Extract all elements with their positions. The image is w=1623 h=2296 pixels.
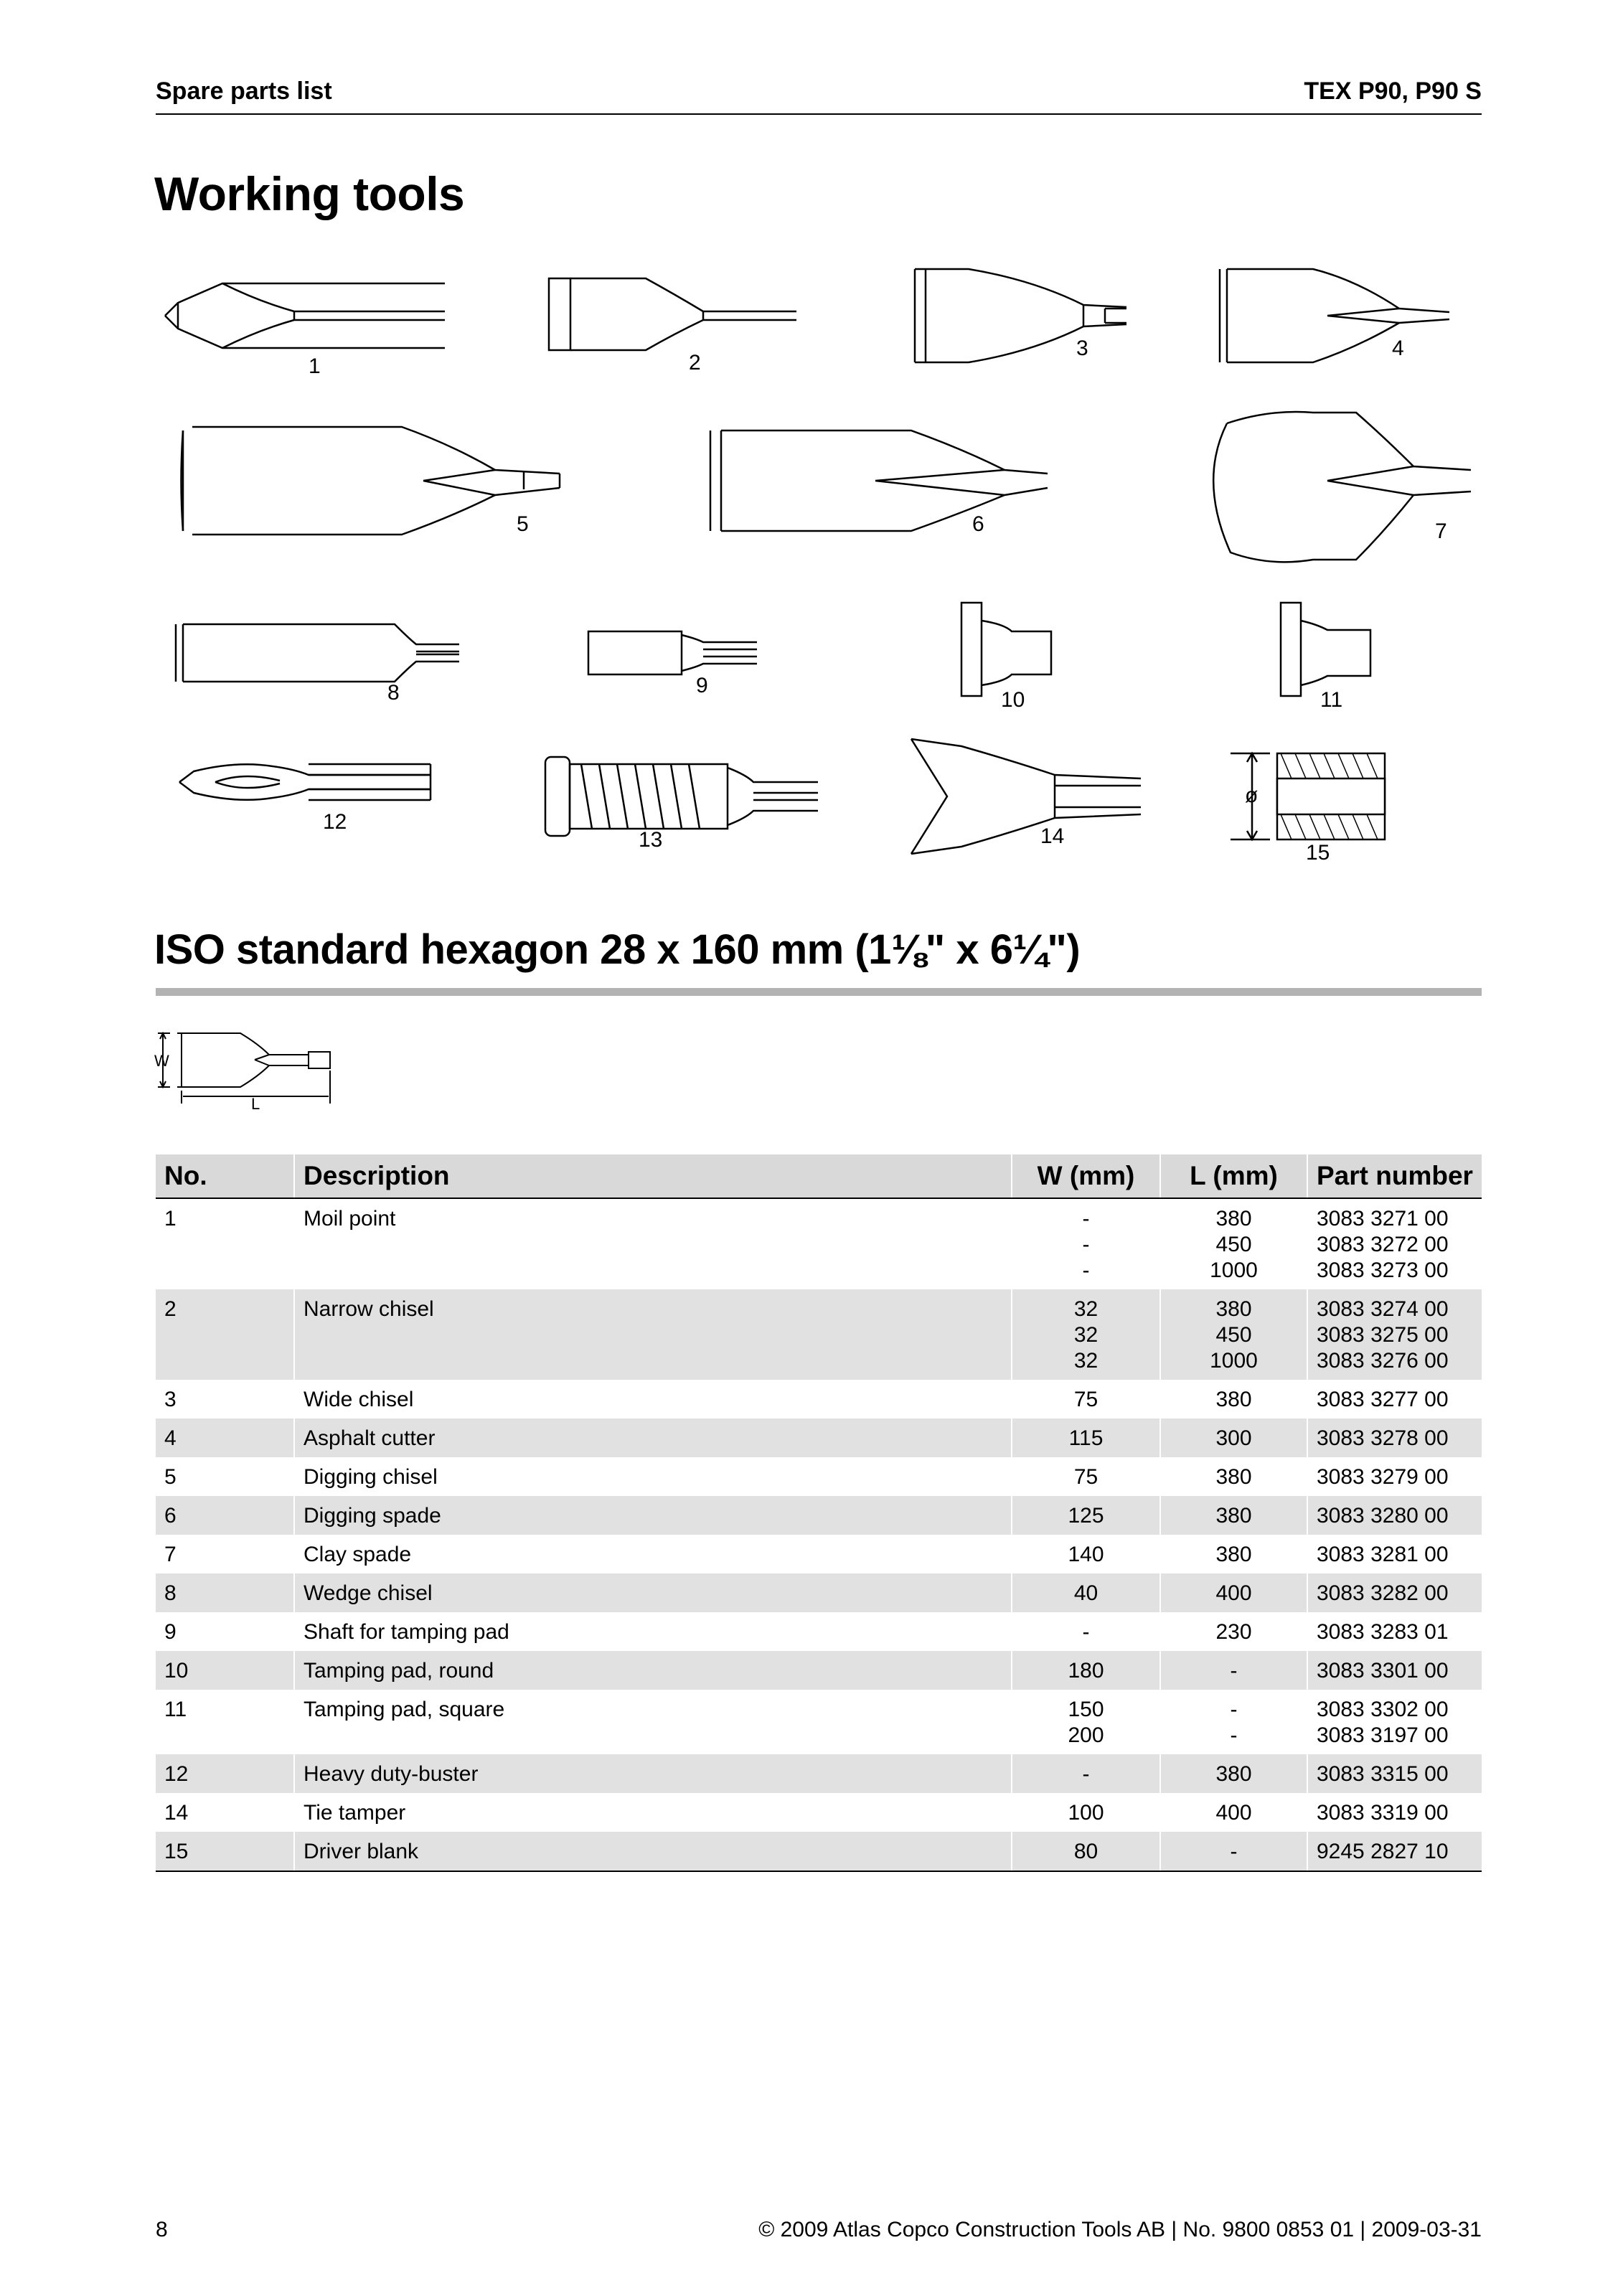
cell-part-number-value: 3083 3278 00 xyxy=(1317,1426,1449,1450)
cell-description: Tamping pad, square xyxy=(294,1690,1012,1754)
cell-no: 1 xyxy=(164,1207,177,1231)
page-title: Working tools xyxy=(154,167,465,220)
table-row xyxy=(156,1198,1482,1289)
cell-description: Tie tamper xyxy=(294,1793,1012,1832)
cell-w-value: 32 xyxy=(1073,1349,1099,1373)
cell-l xyxy=(1160,1754,1307,1793)
table-row xyxy=(156,1457,1482,1496)
tools-illustration xyxy=(151,251,1485,883)
cell-l xyxy=(1160,1612,1307,1651)
cell-l xyxy=(1160,1198,1307,1289)
cell-part-number-value: 3083 3301 00 xyxy=(1317,1659,1449,1683)
cell-l xyxy=(1160,1690,1307,1754)
cell-part-number xyxy=(1307,1754,1482,1793)
page-header xyxy=(156,75,1482,115)
cell-w-value: 75 xyxy=(1073,1465,1099,1489)
cell-part-number-value: 3083 3283 01 xyxy=(1317,1620,1449,1644)
cell-description: Tamping pad, round xyxy=(294,1651,1012,1690)
cell-description: Wide chisel xyxy=(294,1380,1012,1418)
cell-l-value: - xyxy=(1230,1840,1238,1863)
cell-description: Driver blank xyxy=(294,1832,1012,1871)
tool-label-2: 2 xyxy=(689,351,701,375)
cell-no: 11 xyxy=(164,1698,187,1721)
tool-label-3: 3 xyxy=(1076,337,1088,360)
cell-l-value: 230 xyxy=(1215,1620,1252,1644)
cell-description: Narrow chisel xyxy=(294,1289,1012,1380)
cell-no: 9 xyxy=(164,1620,177,1644)
tool-label-12: 12 xyxy=(323,810,347,834)
cell-part-number-value: 3083 3276 00 xyxy=(1317,1349,1449,1373)
cell-l-value: 380 xyxy=(1215,1543,1252,1566)
cell-l xyxy=(1160,1289,1307,1380)
col-part-number-header: Part number xyxy=(1307,1154,1482,1198)
cell-part-number xyxy=(1307,1535,1482,1573)
tool-label-5: 5 xyxy=(517,512,529,536)
tool-label-1: 1 xyxy=(309,354,321,378)
cell-part-number xyxy=(1307,1496,1482,1535)
cell-l-value: 400 xyxy=(1215,1801,1252,1825)
cell-no: 12 xyxy=(156,1754,294,1793)
cell-l xyxy=(1160,1573,1307,1612)
cell-part-number-value: 3083 3282 00 xyxy=(1317,1581,1449,1605)
cell-w-value: 140 xyxy=(1068,1543,1104,1566)
cell-part-number-value: 3083 3280 00 xyxy=(1317,1504,1449,1528)
tool-label-4: 4 xyxy=(1392,337,1404,360)
copyright: © 2009 Atlas Copco Construction Tools AB | No. 9800 0853 01 | 2009-03-31 xyxy=(758,2218,1482,2241)
cell-w-value: - xyxy=(1082,1233,1090,1256)
cell-w xyxy=(1012,1535,1160,1573)
header-left: Spare parts list xyxy=(156,77,332,105)
cell-w xyxy=(1012,1690,1160,1754)
cell-no: 2 xyxy=(156,1289,294,1380)
cell-l xyxy=(1160,1496,1307,1535)
cell-w-value: 115 xyxy=(1068,1426,1104,1450)
tool-1-moil-point-drawing xyxy=(165,283,445,348)
cell-no: 7 xyxy=(164,1543,177,1566)
cell-part-number xyxy=(1307,1198,1482,1289)
cell-l-value: 380 xyxy=(1215,1465,1252,1489)
cell-part-number-value: 3083 3302 00 xyxy=(1317,1698,1449,1721)
table-row xyxy=(156,1535,1482,1573)
col-w-header: W (mm) xyxy=(1012,1154,1160,1198)
col-no-header: No. xyxy=(156,1154,294,1198)
tool-label-13: 13 xyxy=(639,828,663,852)
cell-w xyxy=(1012,1754,1160,1793)
section-divider xyxy=(156,988,1482,996)
cell-l-value: 450 xyxy=(1215,1233,1252,1256)
cell-l-value: 1000 xyxy=(1210,1349,1258,1373)
table-row xyxy=(156,1690,1482,1754)
cell-no: 8 xyxy=(156,1573,294,1612)
tool-label-9: 9 xyxy=(696,674,708,697)
cell-w-value: 75 xyxy=(1073,1388,1099,1411)
cell-w xyxy=(1012,1289,1160,1380)
cell-part-number xyxy=(1307,1832,1482,1871)
cell-part-number-value: 3083 3281 00 xyxy=(1317,1543,1449,1566)
l-dimension-label: L xyxy=(251,1095,260,1112)
cell-w-value: 180 xyxy=(1068,1659,1104,1683)
section-title: ISO standard hexagon 28 x 160 mm (1⅛" x 6¼") xyxy=(154,926,1081,973)
cell-no: 6 xyxy=(156,1496,294,1535)
cell-w xyxy=(1012,1380,1160,1418)
cell-l xyxy=(1160,1793,1307,1832)
cell-w-value: 32 xyxy=(1073,1323,1099,1347)
cell-l-value: 400 xyxy=(1215,1581,1252,1605)
cell-part-number xyxy=(1307,1612,1482,1651)
cell-w xyxy=(1012,1651,1160,1690)
tool-label-11: 11 xyxy=(1320,688,1343,712)
cell-l-value: 380 xyxy=(1215,1207,1252,1231)
cell-part-number-value: 3083 3274 00 xyxy=(1317,1297,1449,1321)
cell-no: 4 xyxy=(156,1418,294,1457)
cell-description: Digging chisel xyxy=(294,1457,1012,1496)
col-l-header: L (mm) xyxy=(1160,1154,1307,1198)
cell-w-value: 100 xyxy=(1068,1801,1104,1825)
header-right: TEX P90, P90 S xyxy=(1304,77,1482,105)
cell-w xyxy=(1012,1793,1160,1832)
cell-part-number-value: 3083 3273 00 xyxy=(1317,1258,1449,1282)
parts-table-body xyxy=(156,1198,1482,1871)
cell-l-value: - xyxy=(1230,1723,1238,1747)
cell-l-value: 380 xyxy=(1215,1504,1252,1528)
cell-no: 15 xyxy=(156,1832,294,1871)
cell-part-number-value: 3083 3279 00 xyxy=(1317,1465,1449,1489)
cell-l-value: 450 xyxy=(1215,1323,1252,1347)
col-description-header: Description xyxy=(294,1154,1012,1198)
cell-l xyxy=(1160,1535,1307,1573)
cell-w-value: 80 xyxy=(1073,1840,1099,1863)
cell-no: 3 xyxy=(164,1388,177,1411)
cell-l xyxy=(1160,1457,1307,1496)
cell-w-value: - xyxy=(1082,1258,1090,1282)
tool-label-8: 8 xyxy=(387,681,400,705)
cell-l-value: - xyxy=(1230,1698,1238,1721)
cell-w xyxy=(1012,1457,1160,1496)
table-row xyxy=(156,1832,1482,1871)
cell-l-value: 380 xyxy=(1215,1297,1252,1321)
cell-w-value: - xyxy=(1082,1207,1090,1231)
cell-w xyxy=(1012,1832,1160,1871)
table-row xyxy=(156,1289,1482,1380)
cell-part-number-value: 3083 3315 00 xyxy=(1317,1762,1449,1786)
cell-w-value: - xyxy=(1082,1620,1090,1644)
cell-w-value: 150 xyxy=(1068,1698,1104,1721)
parts-table xyxy=(156,1154,1482,1872)
diameter-symbol: ø xyxy=(1245,784,1259,807)
tool-label-10: 10 xyxy=(1001,688,1025,712)
table-row xyxy=(156,1380,1482,1418)
cell-l-value: - xyxy=(1230,1659,1238,1683)
w-dimension-label: W xyxy=(154,1052,169,1070)
cell-l xyxy=(1160,1832,1307,1871)
cell-w xyxy=(1012,1573,1160,1612)
tool-label-7: 7 xyxy=(1435,519,1447,543)
cell-description: Clay spade xyxy=(294,1535,1012,1573)
table-row xyxy=(156,1793,1482,1832)
cell-part-number xyxy=(1307,1573,1482,1612)
cell-description: Digging spade xyxy=(294,1496,1012,1535)
cell-part-number-value: 3083 3277 00 xyxy=(1317,1388,1449,1411)
cell-description: Moil point xyxy=(294,1198,1012,1289)
cell-w-value: 125 xyxy=(1068,1504,1104,1528)
cell-part-number-value: 3083 3272 00 xyxy=(1317,1233,1449,1256)
cell-part-number xyxy=(1307,1651,1482,1690)
cell-l-value: 380 xyxy=(1215,1388,1252,1411)
table-row xyxy=(156,1418,1482,1457)
cell-part-number-value: 3083 3271 00 xyxy=(1317,1207,1449,1231)
cell-part-number xyxy=(1307,1457,1482,1496)
cell-description: Asphalt cutter xyxy=(294,1418,1012,1457)
cell-w xyxy=(1012,1198,1160,1289)
cell-part-number xyxy=(1307,1380,1482,1418)
table-row xyxy=(156,1754,1482,1793)
cell-part-number-value: 3083 3197 00 xyxy=(1317,1723,1449,1747)
cell-w xyxy=(1012,1612,1160,1651)
cell-no: 5 xyxy=(164,1465,177,1489)
cell-l xyxy=(1160,1651,1307,1690)
cell-l-value: 380 xyxy=(1215,1762,1252,1786)
tool-label-14: 14 xyxy=(1040,824,1065,848)
tool-label-6: 6 xyxy=(972,512,984,536)
cell-l-value: 1000 xyxy=(1210,1258,1258,1282)
cell-w xyxy=(1012,1496,1160,1535)
cell-part-number-value: 9245 2827 10 xyxy=(1317,1840,1449,1863)
cell-part-number xyxy=(1307,1793,1482,1832)
tool-label-15: 15 xyxy=(1306,841,1330,865)
cell-part-number xyxy=(1307,1289,1482,1380)
cell-part-number-value: 3083 3319 00 xyxy=(1317,1801,1449,1825)
table-row xyxy=(156,1651,1482,1690)
cell-l xyxy=(1160,1418,1307,1457)
cell-w-value: 32 xyxy=(1073,1297,1099,1321)
table-row xyxy=(156,1612,1482,1651)
dimension-diagram xyxy=(154,1026,384,1112)
page-number: 8 xyxy=(156,2218,168,2241)
table-row xyxy=(156,1496,1482,1535)
cell-part-number-value: 3083 3275 00 xyxy=(1317,1323,1449,1347)
cell-no: 10 xyxy=(156,1651,294,1690)
cell-l-value: 300 xyxy=(1215,1426,1252,1450)
cell-l xyxy=(1160,1380,1307,1418)
table-header-row xyxy=(156,1154,1482,1198)
cell-w-value: - xyxy=(1082,1762,1090,1786)
cell-part-number xyxy=(1307,1418,1482,1457)
cell-w-value: 40 xyxy=(1073,1581,1099,1605)
cell-w-value: 200 xyxy=(1068,1723,1104,1747)
table-row xyxy=(156,1573,1482,1612)
cell-w xyxy=(1012,1418,1160,1457)
cell-description: Shaft for tamping pad xyxy=(294,1612,1012,1651)
cell-description: Wedge chisel xyxy=(294,1573,1012,1612)
cell-no: 14 xyxy=(164,1801,189,1825)
cell-description: Heavy duty-buster xyxy=(294,1754,1012,1793)
cell-part-number xyxy=(1307,1690,1482,1754)
